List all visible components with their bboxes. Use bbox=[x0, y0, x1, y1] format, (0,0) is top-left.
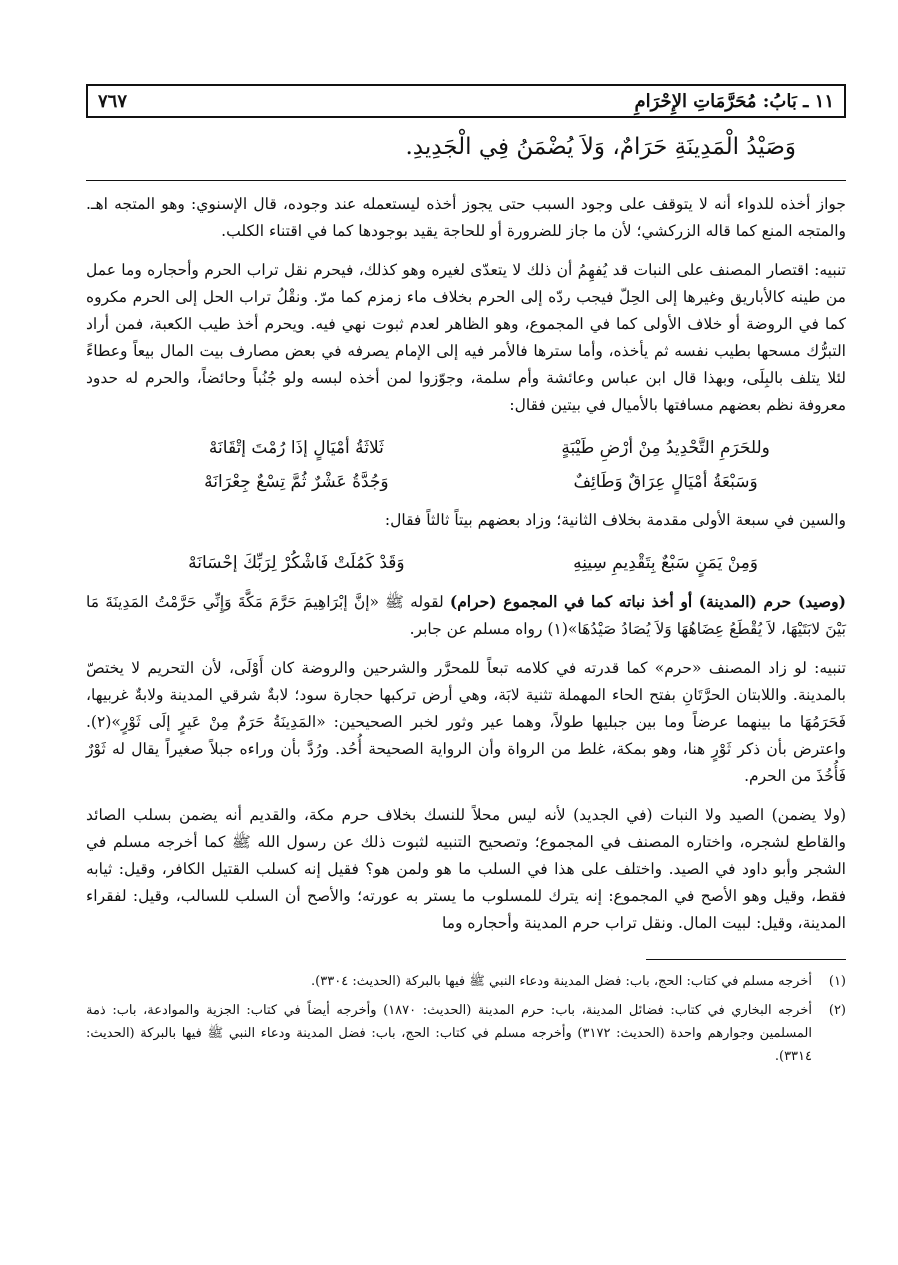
hemistich: وَسَبْعَةُ أمْيَالٍ عِرَاقٌ وَطَائِفٌ bbox=[573, 472, 758, 492]
body-text: لقوله ﷺ «إنَّ إبْرَاهِيمَ حَرَّمَ مَكَّةَ وَإِنِّي حَرَّمْتُ المَدِينَةَ مَا بَيْنَ لابَتَيْهَا، لاَ يُقْطَعُ عِضَاهُهَا وَلاَ يُصَادُ صَيْدُهَا»(١) رواه مسلم عن جابر. bbox=[86, 593, 846, 638]
paragraph: (ولا يضمن) الصيد ولا النبات (في الجديد) لأنه ليس محلاً للنسك بخلاف حرم مكة، والقديم أنه يضمن بسلب الصائد والقاطع لشجره، واختاره المصنف في المجموع؛ وتصحيح التنبيه لثبوت ذلك عن رسول الله ﷺ كما أخرجه مسلم في الشجر وأبو داود في الصيد. واختلف على هذا في السلب ما هو ولمن هو؟ فقيل إنه كسلب القتيل الكافر، وقيل: ثيابه فقط، وقيل وهو الأصح في المجموع: إنه يترك للمسلوب ما يستر به عورته؛ والأصح أن السلب للسالب، وقيل: لفقراء المدينة، وقيل: لبيت المال. ونقل تراب حرم المدينة وأحجاره وما bbox=[86, 806, 846, 932]
paragraph: جواز أخذه للدواء أنه لا يتوقف على وجود السبب حتى يجوز أخذه ليستعمله عند وجوده، قال الإسنوي: وهو المتجه اهـ. والمتجه المنع كما قاله الزركشي؛ لأن ما جاز للضرورة أو للحاجة يقيد بوجودها كما في اقتناء الكلب. bbox=[86, 195, 846, 240]
footnote bbox=[86, 970, 846, 993]
hemistich: وللحَرَمِ التَّحْدِيدُ مِنْ أرْضِ طَيْبَةٍ bbox=[561, 438, 770, 458]
footnote-divider bbox=[646, 959, 846, 960]
footnote-number: (٢) bbox=[828, 1003, 846, 1018]
footnote-text: أخرجه البخاري في كتاب: فضائل المدينة، باب: حرم المدينة (الحديث: ١٨٧٠) وأخرجه أيضاً في كتاب: الجزية والموادعة، باب: ذمة المسلمين وجوارهم واحدة (الحديث: ٣١٧٢) وأخرجه مسلم في كتاب: الحج، باب: فضل المدينة ودعاء النبي ﷺ فيها بالبركة (الحديث: ٣٣١٤). bbox=[86, 1003, 812, 1064]
hemistich: وَجُدَّةُ عَشْرٌ ثُمَّ تِسْعٌ جِعْرَانَهْ bbox=[204, 472, 389, 492]
hemistich: وَقَدْ كَمُلَتْ فَاشْكُرْ لِرَبِّكَ إحْسَانَهْ bbox=[188, 553, 405, 573]
verse-line bbox=[86, 546, 846, 580]
verse-note: والسين في سبعة الأولى مقدمة بخلاف الثانية؛ وزاد بعضهم بيتاً ثالثاً فقال: bbox=[384, 511, 846, 529]
divider bbox=[86, 180, 846, 181]
page-header bbox=[86, 84, 846, 118]
paragraph: تنبيه: اقتصار المصنف على النبات قد يُفهِمُ أن ذلك لا يتعدّى لغيره وهو كذلك، فيحرم نقل تراب الحرم وأحجاره وما عمل من طينه كالأباريق وغيرها إلى الحِلّ فيجب ردّه إلى الحرم بخلاف ماء زمزم كما مرّ. ونقْلُ تراب الحل إلى الحرم مكروه كما في الروضة أو خلاف الأولى كما في المجموع، وهو الظاهر لعدم ثبوت نهي فيه. ويحرم أخذ طيب الكعبة، فمن أراد التبرُّك مسحها بطيب نفسه ثم يأخذه، وأما سترها فالأمر فيه إلى الإمام يصرفه في بعض مصارف بيت المال بيعاً وعطاءً لئلا يتلف بالبِلَى، وبهذا قال ابن عباس وعائشة وأم سلمة، وجوّزوا لمن أخذه لبسه ولو جُنُباً وحائضاً، والحرم له حدود معروفة نظم بعضهم مسافتها بالأميال في بيتين فقال: bbox=[86, 261, 846, 414]
chapter-title: ١١ ـ بَابُ: مُحَرَّمَاتِ الإِحْرَامِ bbox=[634, 90, 834, 112]
book-page bbox=[86, 84, 846, 1074]
poem bbox=[86, 431, 846, 499]
hemistich: ثَلاثَةُ أمْيَالٍ إذَا رُمْتَ إتْقَانَهْ bbox=[208, 438, 384, 458]
footnote bbox=[86, 999, 846, 1068]
paragraph: تنبيه: لو زاد المصنف «حرم» كما قدرته في كلامه تبعاً للمحرَّر والشرحين والروضة كان أَوْلَى، لأن التحريم لا يختصّ بالمدينة. واللابتان الحرَّتَانِ بفتح الحاء المهملة تثنية لابَة، وهي أرض تركبها حجارة سود؛ لابةٌ شرقي المدينة ولابةٌ غربيها، فَحَرَمُهَا ما بينهما عرضاً وما بين جبليها طولاً، وهما عير وثور لخبر الصحيحين: «المَدِينَةُ حَرَمٌ مِنْ عَيرٍ إلَى ثَوْرٍ»(٢). واعترض بأن ذكر ثَوْرٍ هنا، وهو بمكة، غلط من الرواة وأن الرواية الصحيحة أُحُد. ورُدَّ بأن وراءه جبلاً صغيراً يقال له ثَوْرٌ فَأُخُذَ من الحرم. bbox=[86, 659, 846, 785]
verse-line bbox=[86, 431, 846, 465]
page-number: ٧٦٧ bbox=[98, 90, 128, 112]
verse-line bbox=[86, 465, 846, 499]
hemistich: وَمِنْ يَمَنٍ سَبْعٌ بِتَقْدِيمِ سِينِهِ bbox=[573, 553, 759, 573]
footnote-text: أخرجه مسلم في كتاب: الحج، باب: فضل المدينة ودعاء النبي ﷺ فيها بالبركة (الحديث: ٣٣٠٤). bbox=[311, 974, 812, 989]
matn-text: وَصَيْدُ الْمَدِينَةِ حَرَامٌ، وَلاَ يُضْمَنُ فِي الْجَدِيدِ. bbox=[405, 134, 796, 160]
lead-text: (وصيد) حرم (المدينة) أو أخذ نباته كما في المجموع (حرام) bbox=[449, 592, 846, 611]
poem-extra bbox=[86, 546, 846, 580]
footnote-number: (١) bbox=[828, 974, 846, 989]
paragraph-wasayd bbox=[86, 588, 846, 643]
